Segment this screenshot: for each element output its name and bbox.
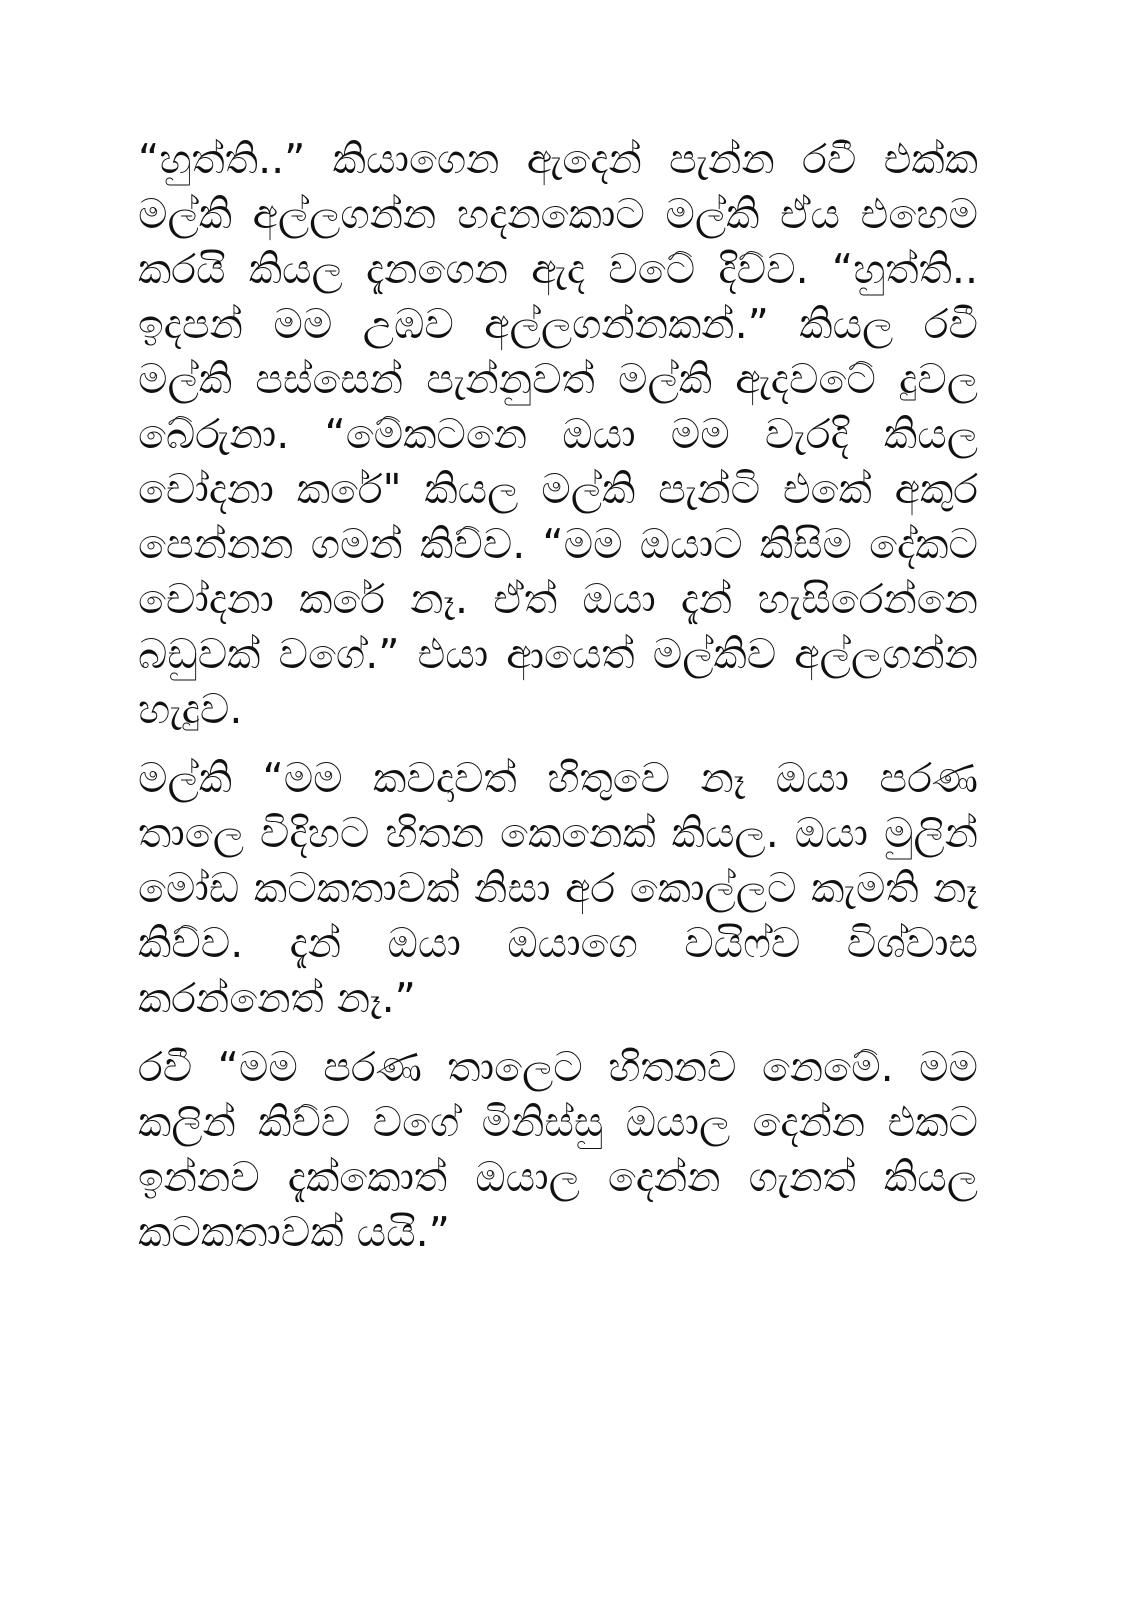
paragraph-1: “හුත්ති..” කියාගෙන ඇදෙන් පැන්න රවී එක්ක මල්කි අල්ලගන්න හදනකොට මල්කි ඒය එහෙම කරයි කියල දැනගෙන ඇද වටේ දිව්ව. “හුත්ති.. ඉදපන් මම උඹව අල්ලගන්නකන්.” කියල රවී මල්කි පස්සෙන් පැන්නුවත් මල්කි ඇදවටේ දුවල බේරුනා. “මේකටනෙ ඔයා මම වැරදි කියල චෝදනා කරේ" කියල මල්කි පැන්ටි එකේ අකුර පෙන්නන ගමන් කිව්ව. “මම ඔයාට කිසිම දේකට චෝදනා කරේ නෑ. ඒත් ඔයා දැන් හැසිරෙන්නෙ බඩුවක් වගේ.” එයා ආයෙත් මල්කිව අල්ලගන්න හැදුව. <box>138 135 978 733</box>
paragraph-2: මල්කි “මම කවදාවත් හිතුවෙ නෑ ඔයා පරණ තාලෙ විදිහට හිතන කෙනෙක් කියල. ඔයා මුලින් මෝඩ කටකතාවක් නිසා අර කොල්ලට කැමති නෑ කිව්ව. දැන් ඔයා ඔයාගෙ වයිෆ්ව විශ්වාස කරන්නෙත් නෑ.” <box>138 754 978 1022</box>
paragraph-3: රවී “මම පරණ තාලෙට හිතනව නෙමේ. මම කලින් කිව්ව වගේ මිනිස්සු ඔයාල දෙන්න එකට ඉන්නව දැක්කොත් ඔයාල දෙන්න ගැනත් කියල කටකතාවක් යයි.” <box>138 1043 978 1256</box>
story-text <box>138 132 978 1274</box>
